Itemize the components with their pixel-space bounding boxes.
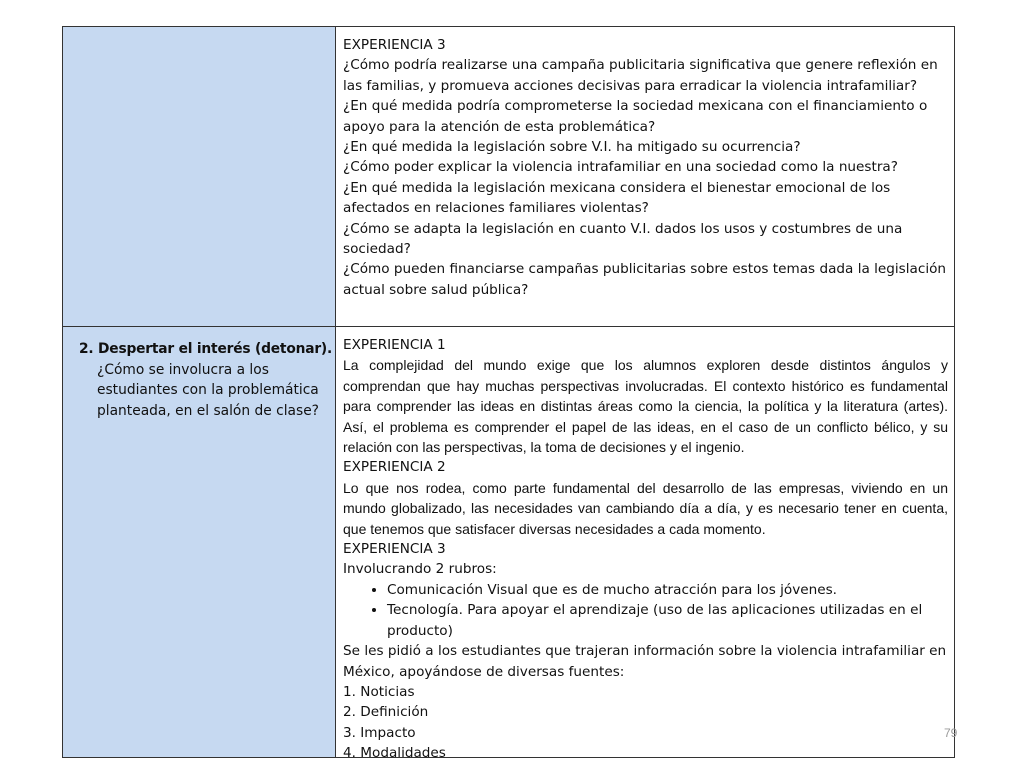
content-table <box>62 26 958 762</box>
row1-question-1: ¿Cómo podría realizarse una campaña publicitaria significativa que genere reflexión en las familias, y promueva acciones decisivas para erradicar la violencia intrafamiliar? <box>343 57 938 94</box>
row1-question-5: ¿En qué medida la legislación mexicana considera el bienestar emocional de los afectados en relaciones familiares violentas? <box>343 179 891 217</box>
row1-question-4: ¿Cómo poder explicar la violencia intrafamiliar en una sociedad como la nuestra? <box>343 159 898 176</box>
list-item: 3. Impacto <box>343 724 416 741</box>
list-item: 1. Noticias <box>343 683 415 700</box>
left-cell-stage <box>63 327 336 757</box>
list-item: 2. Definición <box>343 704 429 721</box>
page-number: 79 <box>944 726 958 740</box>
exp3-text: Se les pidió a los estudiantes que trajeran información sobre la violencia intrafamiliar en México, apoyándose de diversas fuentes: <box>343 643 947 680</box>
table-row-2 <box>63 327 954 762</box>
right-cell-experiencia-3 <box>337 27 954 326</box>
right-cell-experiences <box>337 327 954 762</box>
exp1-heading: EXPERIENCIA 1 <box>343 337 446 353</box>
list-item: 4. Modalidades <box>343 745 446 762</box>
exp3-heading: EXPERIENCIA 3 <box>343 541 446 558</box>
row1-question-6: ¿Cómo se adapta la legislación en cuanto V.I. dados los usos y costumbres de una sociedad? <box>343 220 903 258</box>
stage-title: 2. Despertar el interés (detonar). <box>79 341 333 357</box>
exp2-text: Lo que nos rodea, como parte fundamental del desarrollo de las empresas, viviendo en un mundo globalizado, las necesidades van cambiando día a día, y es necesario tener en cuenta, que tenemos que satisfacer diversas necesidades a cada momento. <box>343 479 948 537</box>
left-cell-empty <box>63 27 336 326</box>
exp3-bullet-list <box>343 580 948 641</box>
row1-question-7: ¿Cómo pueden financiarse campañas publicitarias sobre estos temas dada la legislación actual sobre salud pública? <box>343 261 947 298</box>
row1-heading: EXPERIENCIA 3 <box>343 37 446 53</box>
table-row-1 <box>63 27 954 327</box>
exp2-heading: EXPERIENCIA 2 <box>343 459 446 476</box>
exp3-intro: Involucrando 2 rubros: <box>343 561 497 578</box>
stage-question: ¿Cómo se involucra a los estudiantes con la problemática planteada, en el salón de clase? <box>97 362 320 419</box>
row1-question-3: ¿En qué medida la legislación sobre V.I. ha mitigado su ocurrencia? <box>343 139 801 156</box>
row1-question-2: ¿En qué medida podría comprometerse la sociedad mexicana con el financiamiento o apoyo para la atención de esta problemática? <box>343 98 928 135</box>
bullet-item: • Tecnología. Para apoyar el aprendizaje (uso de las aplicaciones utilizadas en el producto) <box>387 600 948 641</box>
bullet-item: • Comunicación Visual que es de mucho atracción para los jóvenes. <box>387 580 948 600</box>
exp1-text: La complejidad del mundo exige que los alumnos exploren desde distintos ángulos y comprendan que hay muchas perspectivas involucradas. El contexto histórico es fundamental para comprender las ideas en distintas áreas como la ciencia, la política y la literatura (artes). Así, el problema es comprender el papel de las ideas, en el caso de un conflicto bélico, y su relación con las perspectivas, la toma de decisiones y el ingenio. <box>343 357 948 456</box>
